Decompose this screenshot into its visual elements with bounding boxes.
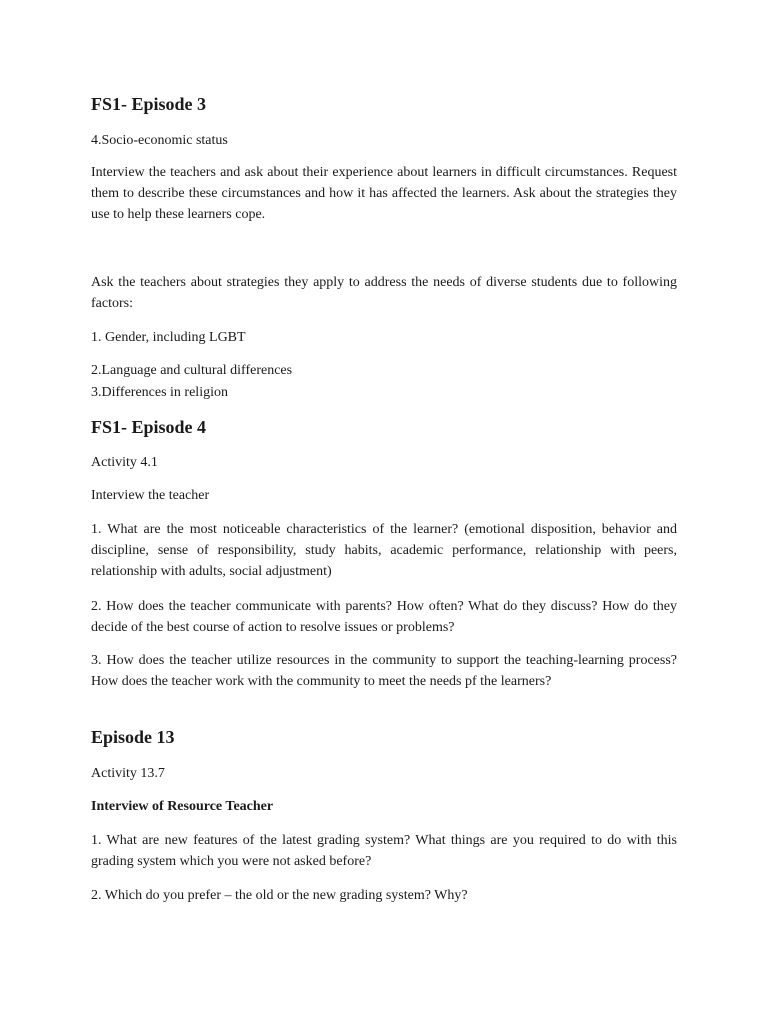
factor-item: 3.Differences in religion bbox=[91, 385, 228, 400]
resource-teacher-heading: Interview of Resource Teacher bbox=[91, 799, 274, 814]
factor-item: 1. Gender, including LGBT bbox=[91, 330, 246, 345]
interview-teacher-label: Interview the teacher bbox=[91, 488, 210, 503]
question-item: 1. What are the most noticeable characteristics of the learner? (emotional disposition, behavior and discipline, sense of responsibility, study habits, academic performance, relationship with peers, relationship with adults, social adjustment) bbox=[91, 522, 677, 579]
episode-13-heading: Episode 13 bbox=[91, 727, 175, 747]
question-item: 1. What are new features of the latest grading system? What things are you required to do with this grading system which you were not asked before? bbox=[91, 833, 677, 869]
factor-item: 2.Language and cultural differences bbox=[91, 363, 293, 378]
episode-3-instruction: Interview the teachers and ask about their experience about learners in difficult circumstances. Request them to describe these circumstances and how it has affected the learners. Ask about the strategies they use to help these learners cope. bbox=[91, 165, 677, 222]
socio-economic-item: 4.Socio-economic status bbox=[91, 133, 228, 148]
diversity-prompt: Ask the teachers about strategies they apply to address the needs of diverse students due to following factors: bbox=[91, 275, 677, 311]
question-item: 2. How does the teacher communicate with parents? How often? What do they discuss? How do they decide of the best course of action to resolve issues or problems? bbox=[91, 599, 677, 635]
episode-4-heading: FS1- Episode 4 bbox=[91, 417, 207, 437]
question-item: 3. How does the teacher utilize resources in the community to support the teaching-learning process? How does the teacher work with the community to meet the needs pf the learners? bbox=[91, 653, 677, 689]
question-item: 2. Which do you prefer – the old or the new grading system? Why? bbox=[91, 888, 468, 903]
activity-13-7-label: Activity 13.7 bbox=[91, 766, 165, 781]
episode-3-heading: FS1- Episode 3 bbox=[91, 94, 207, 114]
activity-4-1-label: Activity 4.1 bbox=[91, 455, 158, 470]
